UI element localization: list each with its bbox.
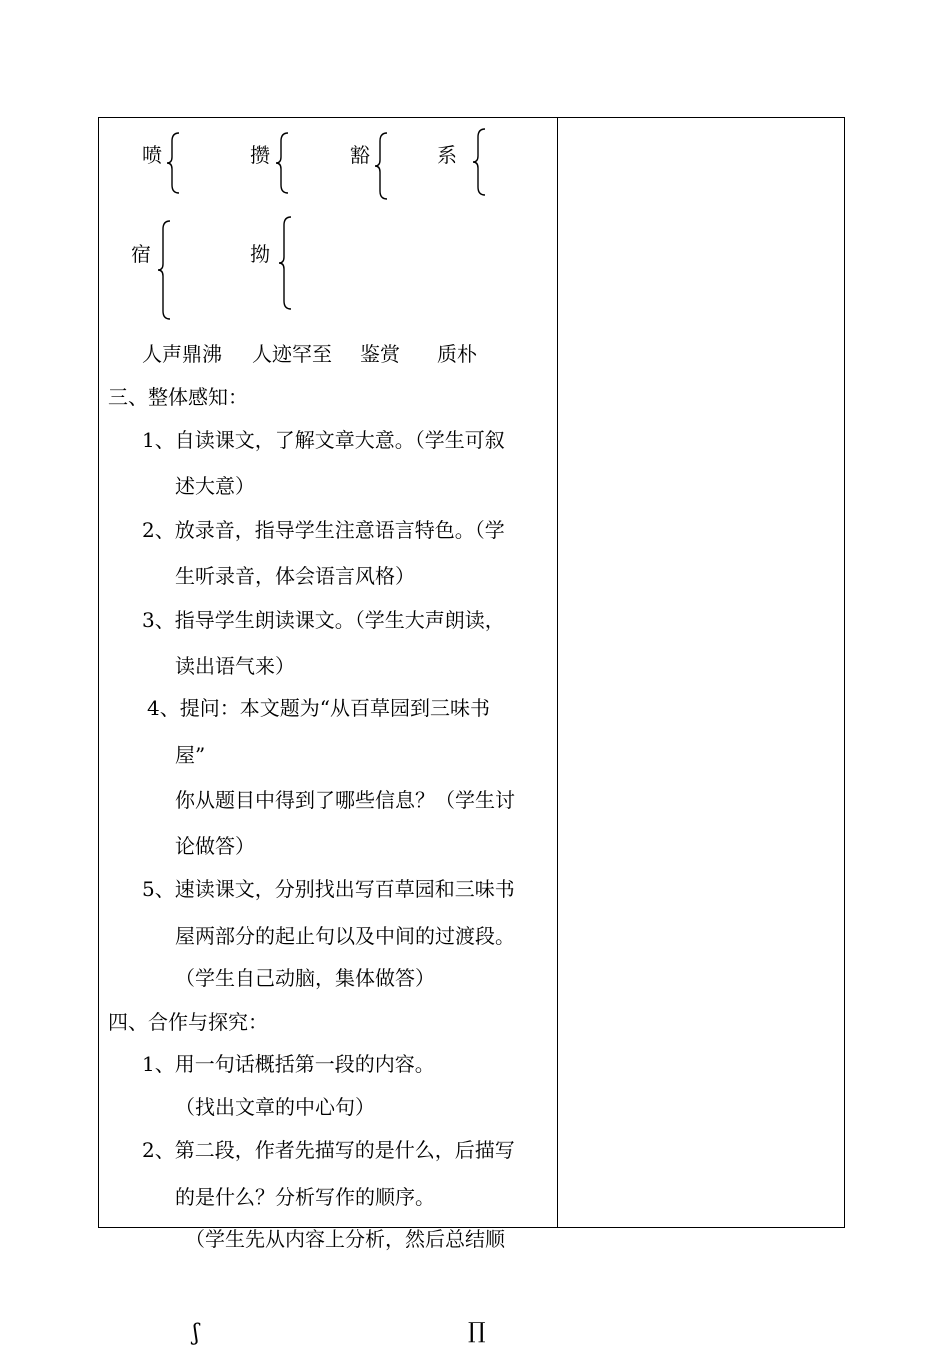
- section-heading: 三、整体感知：: [108, 385, 248, 409]
- lesson-line: 2、第二段，作者先描写的是什么，后描写: [142, 1138, 515, 1162]
- brace-icon: [278, 215, 294, 311]
- brace-icon: [275, 131, 291, 195]
- lesson-line: 读出语气来）: [175, 654, 295, 678]
- vocab-word: 人迹罕至: [252, 342, 332, 366]
- vocab-char-ao: 拗: [250, 242, 270, 266]
- lesson-line: 2、放录音，指导学生注意语言特色。（学: [142, 518, 505, 542]
- vocab-char-zan: 攒: [250, 143, 270, 167]
- lesson-line: 5、速读课文，分别找出写百草园和三味书: [142, 877, 515, 901]
- vocab-char-su: 宿: [131, 242, 151, 266]
- brace-icon: [157, 219, 173, 321]
- vocab-char-xi: 系: [437, 143, 457, 167]
- overflow-glyph: ∏: [468, 1319, 486, 1344]
- overflow-glyph: ʃ: [193, 1321, 199, 1346]
- section-heading: 四、合作与探究：: [108, 1010, 268, 1034]
- brace-icon: [374, 131, 390, 201]
- column-divider: [557, 118, 558, 1227]
- lesson-line: 论做答）: [175, 834, 255, 858]
- vocab-char-huo: 豁: [350, 143, 370, 167]
- lesson-line: 屋”: [175, 743, 206, 767]
- brace-icon: [166, 131, 182, 195]
- lesson-line: 的是什么？分析写作的顺序。: [175, 1185, 435, 1209]
- brace-icon: [472, 127, 488, 197]
- vocab-word: 鉴赏: [360, 342, 400, 366]
- lesson-line: 1、用一句话概括第一段的内容。: [142, 1052, 435, 1076]
- vocab-char-pen: 喷: [142, 143, 162, 167]
- overflow-line: （学生先从内容上分析，然后总结顺: [185, 1227, 505, 1251]
- lesson-line: 述大意）: [175, 474, 255, 498]
- lesson-line: （找出文章的中心句）: [175, 1095, 375, 1119]
- lesson-line: 你从题目中得到了哪些信息？（学生讨: [175, 788, 515, 812]
- lesson-line: （学生自己动脑，集体做答）: [175, 966, 435, 990]
- lesson-line: 4、提问：本文题为“从百草园到三味书: [147, 696, 490, 720]
- vocab-word: 人声鼎沸: [142, 342, 222, 366]
- lesson-line: 生听录音，体会语言风格）: [175, 564, 415, 588]
- lesson-line: 屋两部分的起止句以及中间的过渡段。: [175, 924, 515, 948]
- lesson-line: 3、指导学生朗读课文。（学生大声朗读，: [142, 608, 505, 632]
- vocab-word: 质朴: [437, 342, 477, 366]
- lesson-line: 1、自读课文，了解文章大意。（学生可叙: [142, 428, 505, 452]
